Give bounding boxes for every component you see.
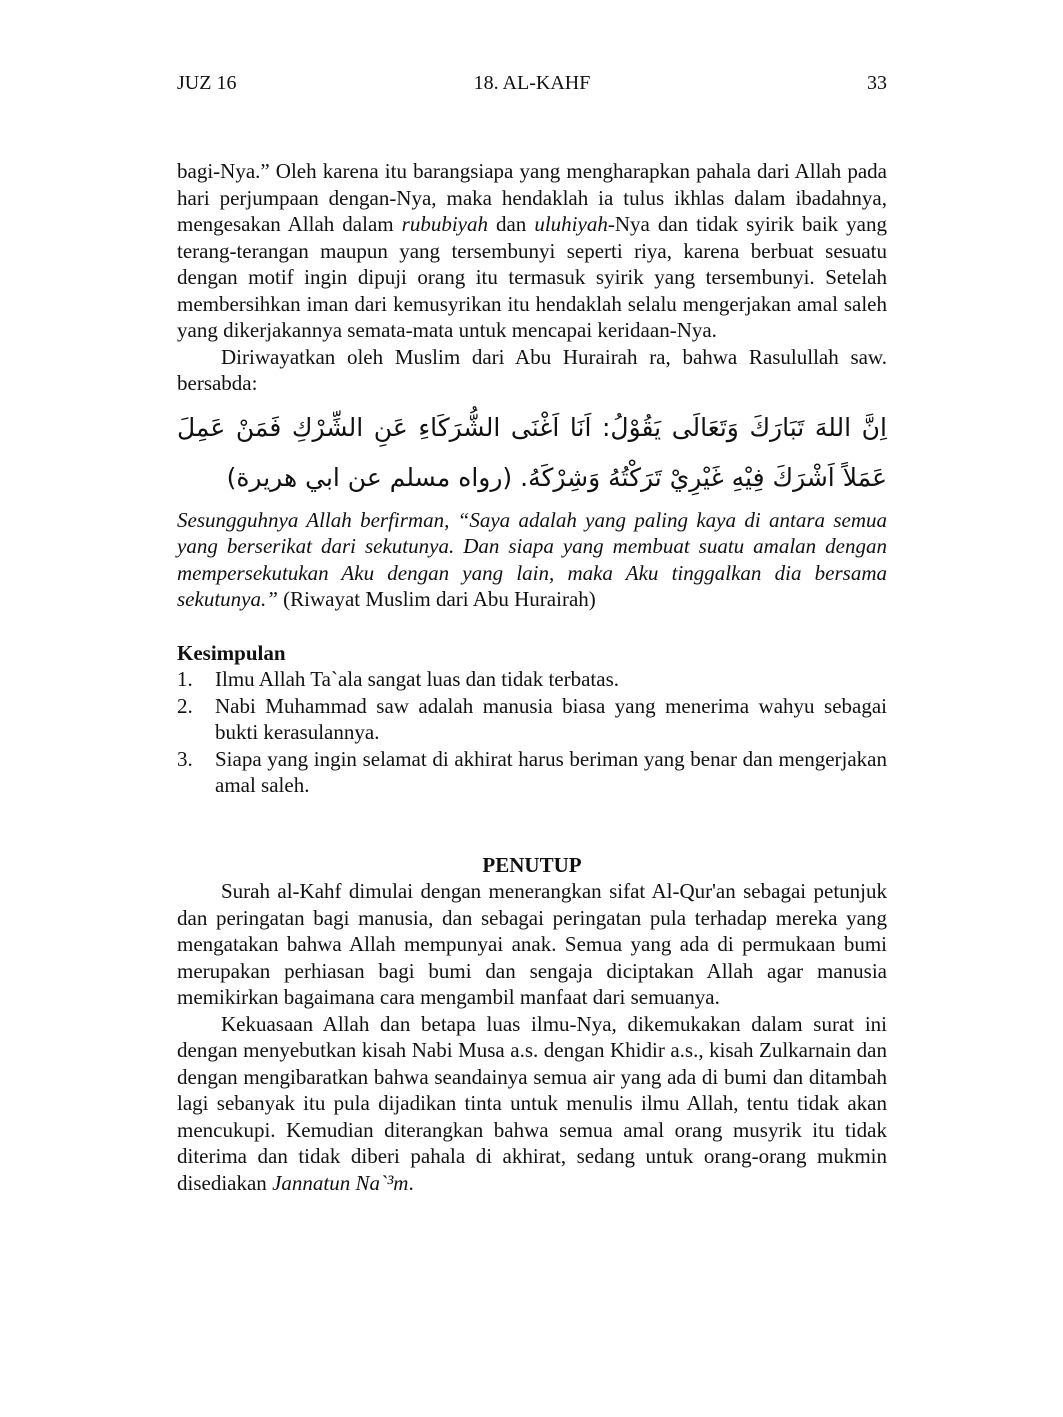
term-jannatun-naim: Jannatun Na`³m [272,1170,409,1195]
hadith-source: (Riwayat Muslim dari Abu Hurairah) [277,587,596,611]
conclusion-list [177,666,887,799]
paragraph-hadith-intro: Diriwayatkan oleh Muslim dari Abu Hurairah ra, bahwa Rasulullah saw. bersabda: [177,344,887,395]
juz-label: JUZ 16 [177,72,237,94]
arabic-hadith: اِنَّ اللهَ تَبَارَكَ وَتَعَالَى يَقُوْلُ: اَنَا اَغْنَى الشُّرَكَاءِ عَنِ الشِّرْكِ فَمَنْ عَمِلَ عَمَلاً اَشْرَكَ فِيْهِ غَيْرِيْ تَرَكْتُهُ وَشِرْكَهُ. (رواه مسلم عن ابي هريرة) [177,412,887,492]
list-item: 1. Ilmu Allah Ta`ala sangat luas dan tidak terbatas. [177,667,620,691]
page-number: 33 [867,72,887,94]
page-header [177,72,887,102]
page-content [177,158,887,1196]
closing-paragraph-1: Surah al-Kahf dimulai dengan menerangkan sifat Al-Qur'an sebagai petunjuk dan peringatan bagi manusia, dan sebagai peringatan pula terhadap mereka yang mengatakan bahwa Allah mempunyai anak. Semua yang ada di permukaan bumi merupakan perhiasan bagi bumi dan sengaja diciptakan Allah agar manusia memikirkan bagaimana cara mengambil manfaat dari semuanya. [177,879,887,1009]
surah-title: 18. AL-KAHF [473,72,591,94]
list-item: 2. Nabi Muhammad saw adalah manusia biasa yang menerima wahyu sebagai bukti kerasulannya. [177,693,887,744]
term-rububiyah: rububiyah [401,212,488,236]
conclusion-title: Kesimpulan [177,640,286,665]
closing-paragraph-2: Kekuasaan Allah dan betapa luas ilmu-Nya, dikemukakan dalam surat ini dengan menyebutkan kisah Nabi Musa a.s. dengan Khidir a.s., kisah Zulkarnain dan dengan mengibaratkan bahwa seandainya semua air yang ada di bumi dan ditambah lagi sebanyak itu pula dijadikan tinta untuk menulis ilmu Allah, tentu tidak akan mencukupi. Kemudian diterangkan bahwa semua amal orang musyrik itu tidak diterima dan tidak diberi pahala di akhirat, sedang untuk orang-orang mukmin disediakan Jannatun Na`³m. [177,1011,887,1195]
closing-title: PENUTUP [482,852,582,877]
hadith-translation: Sesungguhnya Allah berfirman, “Saya adalah yang paling kaya di antara semua yang berserikat dari sekutunya. Dan siapa yang membuat suatu amalan dengan mempersekutukan Aku dengan yang lain, maka Aku tinggalkan dia bersama sekutunya.” (Riwayat Muslim dari Abu Hurairah) [177,507,887,611]
term-uluhiyah: uluhiyah [534,212,608,236]
list-item: 3. Siapa yang ingin selamat di akhirat harus beriman yang benar dan mengerjakan amal saleh. [177,746,887,797]
paragraph-continuation: bagi-Nya.” Oleh karena itu barangsiapa yang mengharapkan pahala dari Allah pada hari perjumpaan dengan-Nya, maka hendaklah ia tulus ikhlas dalam ibadahnya, mengesakan Allah dalam rububiyah dan uluhiyah-Nya dan tidak syirik baik yang terang-terangan maupun yang tersembunyi seperti riya, karena berbuat sesuatu dengan motif ingin dipuji orang itu termasuk syirik yang tersembunyi. Setelah membersihkan iman dari kemusyrikan itu hendaklah selalu mengerjakan amal saleh yang dikerjakannya semata-mata untuk mencapai keridaan-Nya. [177,159,887,342]
